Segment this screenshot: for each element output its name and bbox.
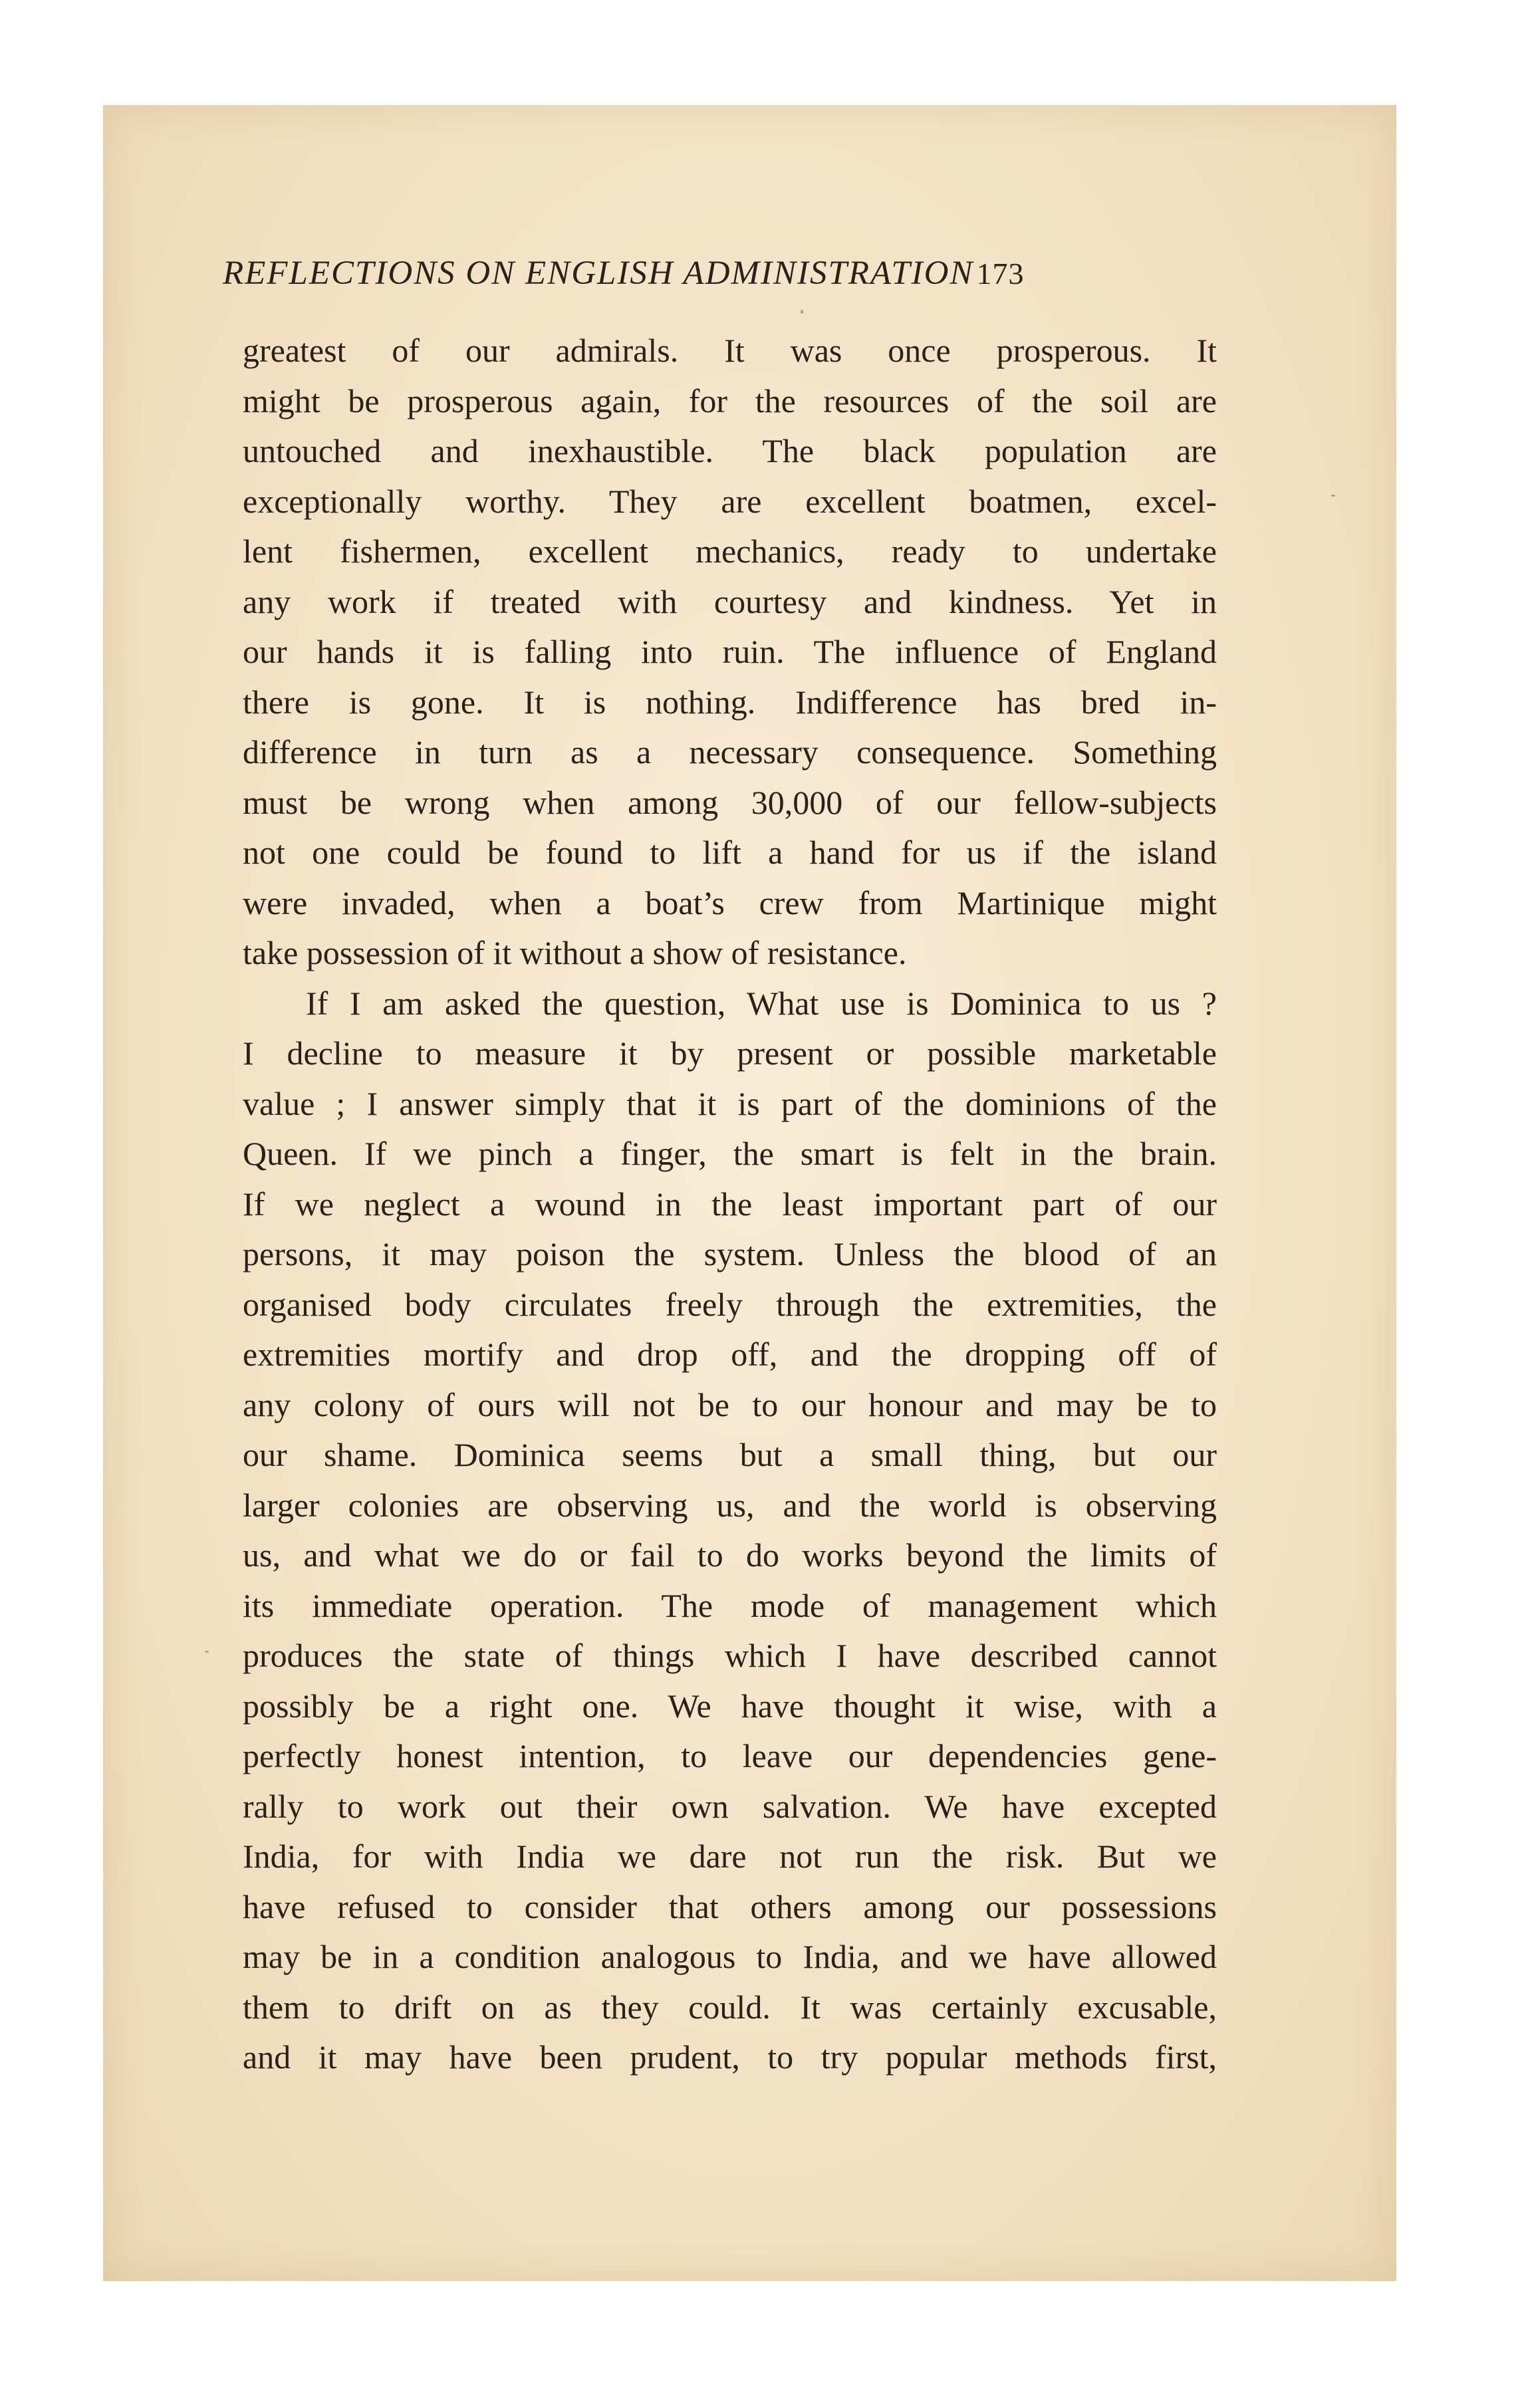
text-line: our shame. Dominica seems but a small thing, but our bbox=[243, 1436, 1217, 1473]
text-line: perfectly honest intention, to leave our dependencies gene- bbox=[243, 1737, 1217, 1774]
text-line: lent fishermen, excellent mechanics, ready to undertake bbox=[243, 533, 1217, 570]
text-line: them to drift on as they could. It was certainly excusable, bbox=[243, 1988, 1217, 2026]
paragraph-2 bbox=[243, 979, 1217, 2083]
text-line: were invaded, when a boat’s crew from Martinique might bbox=[243, 884, 1217, 921]
running-head bbox=[223, 254, 1227, 293]
paper-speck bbox=[1331, 495, 1335, 497]
text-line: our hands it is falling into ruin. The influence of England bbox=[243, 633, 1217, 670]
text-line: untouched and inexhaustible. The black population are bbox=[243, 432, 1217, 469]
text-line: take possession of it without a show of resistance. bbox=[243, 934, 907, 971]
text-line: difference in turn as a necessary consequence. Something bbox=[243, 733, 1217, 771]
text-line: its immediate operation. The mode of management which bbox=[243, 1586, 1217, 1624]
text-line: any colony of ours will not be to our honour and may be to bbox=[243, 1385, 1217, 1423]
text-line: greatest of our admirals. It was once prosperous. It bbox=[243, 332, 1217, 369]
text-line: must be wrong when among 30,000 of our fellow-subjects bbox=[243, 783, 1217, 821]
text-line: rally to work out their own salvation. We have excepted bbox=[243, 1787, 1217, 1825]
paragraph-1 bbox=[243, 326, 1217, 979]
text-line: possibly be a right one. We have thought it wise, with a bbox=[243, 1687, 1217, 1725]
paper-speck bbox=[205, 1651, 209, 1653]
text-line: Queen. If we pinch a finger, the smart is felt in the brain. bbox=[243, 1135, 1217, 1172]
text-line: have refused to consider that others among our possessions bbox=[243, 1887, 1217, 1925]
text-line: larger colonies are observing us, and the world is observing bbox=[243, 1486, 1217, 1524]
text-line: and it may have been prudent, to try popular methods first, bbox=[243, 2038, 1217, 2076]
paper-speck bbox=[801, 310, 803, 314]
text-line: exceptionally worthy. They are excellent boatmen, excel- bbox=[243, 482, 1217, 520]
text-line: If we neglect a wound in the least important part of our bbox=[243, 1185, 1217, 1223]
text-line: any work if treated with courtesy and kindness. Yet in bbox=[243, 582, 1217, 620]
text-line: may be in a condition analogous to India, and we have allowed bbox=[243, 1938, 1217, 1975]
text-line: India, for with India we dare not run the risk. But we bbox=[243, 1838, 1217, 1875]
text-line: not one could be found to lift a hand for us if the island bbox=[243, 834, 1217, 871]
text-line: extremities mortify and drop off, and the dropping off of bbox=[243, 1336, 1217, 1373]
text-line: If I am asked the question, What use is Dominica to us ? bbox=[306, 984, 1217, 1022]
page-number: 173 bbox=[976, 257, 1025, 291]
running-head-title: REFLECTIONS ON ENGLISH ADMINISTRATION bbox=[223, 255, 974, 292]
text-line: there is gone. It is nothing. Indifference has bred in- bbox=[243, 683, 1217, 721]
text-line: value ; I answer simply that it is part of the dominions of the bbox=[243, 1084, 1217, 1122]
body-text bbox=[243, 326, 1217, 2083]
text-line: us, and what we do or fail to do works beyond the limits of bbox=[243, 1536, 1217, 1574]
text-line: organised body circulates freely through the extremities, the bbox=[243, 1285, 1217, 1323]
text-line: I decline to measure it by present or possible marketable bbox=[243, 1034, 1217, 1072]
text-line: persons, it may poison the system. Unless the blood of an bbox=[243, 1235, 1217, 1272]
text-line: might be prosperous again, for the resources of the soil are bbox=[243, 382, 1217, 420]
text-line: produces the state of things which I have described cannot bbox=[243, 1637, 1217, 1674]
